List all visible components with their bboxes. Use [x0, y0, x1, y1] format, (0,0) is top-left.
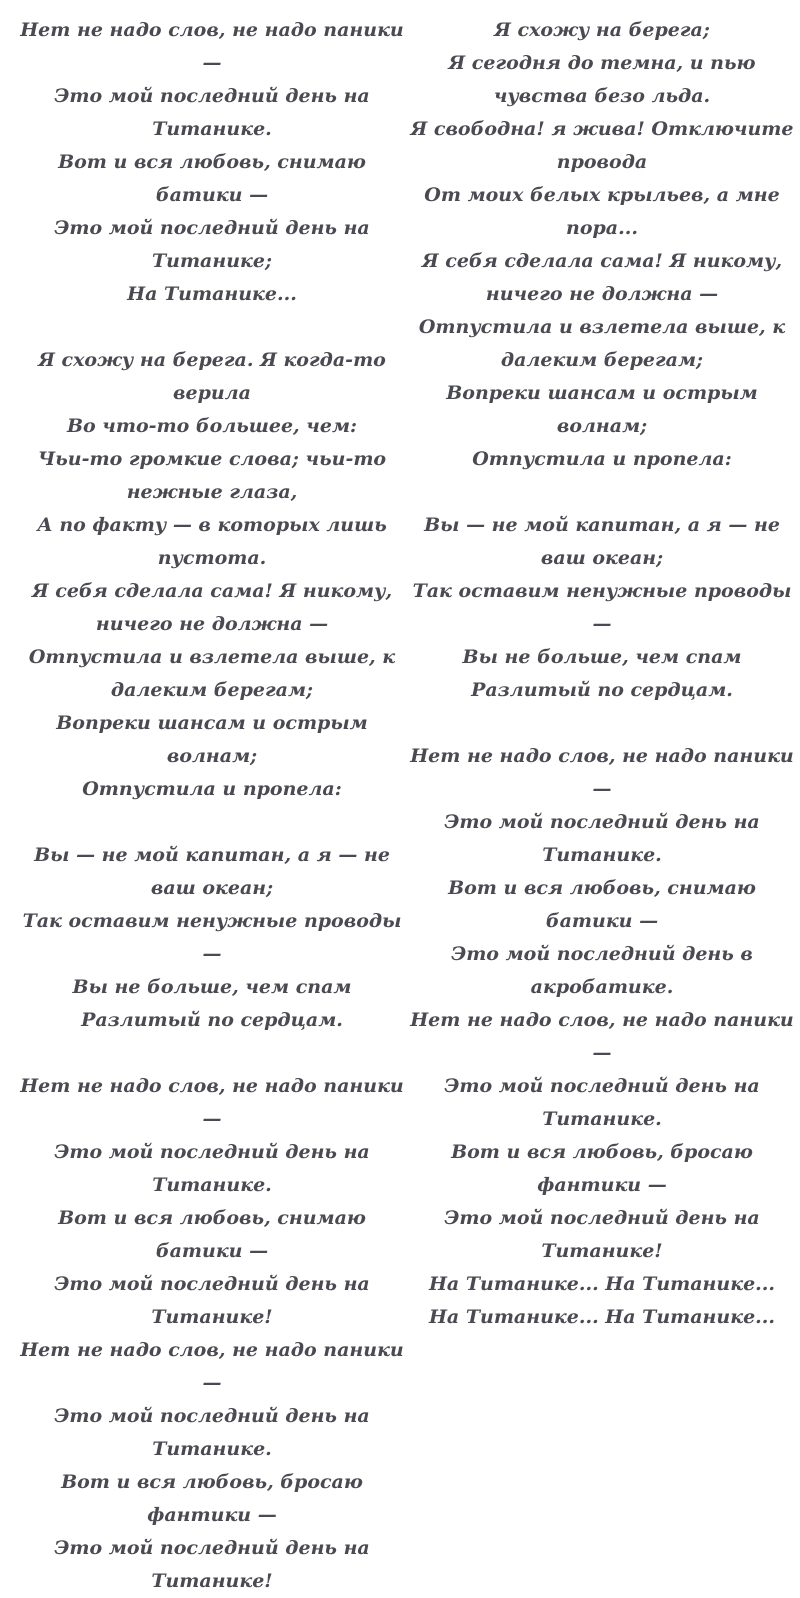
- lyric-line: Отпустила и взлетела выше, к далеким берегам;: [418, 316, 786, 371]
- lyric-line: Вот и вся любовь, бросаю фантики —: [61, 1471, 363, 1526]
- lyric-line: А по факту — в которых лишь пустота.: [37, 514, 387, 569]
- lyric-line: Я свободна! я жива! Отключите провода: [410, 118, 794, 173]
- lyric-line: Нет не надо слов, не надо паники —: [20, 1075, 404, 1130]
- lyric-line: Это мой последний день на Титанике.: [54, 1141, 370, 1196]
- lyric-line: От моих белых крыльев, а мне пора...: [424, 184, 780, 239]
- lyric-line: Во что-то большее, чем:: [66, 415, 358, 437]
- lyric-line: Это мой последний день на Титанике.: [444, 811, 760, 866]
- lyric-line: Вопреки шансам и острым волнам;: [56, 712, 368, 767]
- stanza-gap: [406, 476, 798, 509]
- lyric-line: Вы не больше, чем спам: [72, 976, 352, 998]
- lyric-line: Так оставим ненужные проводы —: [412, 580, 792, 635]
- lyric-line: Нет не надо слов, не надо паники —: [410, 1009, 794, 1064]
- lyric-line: Это мой последний день на Титанике!: [54, 1537, 370, 1592]
- lyric-line: Я сегодня до темна, и пью чувства безо льда.: [448, 52, 756, 107]
- lyric-line: Разлитый по сердцам.: [471, 679, 733, 701]
- lyric-line: Вопреки шансам и острым волнам;: [446, 382, 758, 437]
- lyric-line: На Титанике...: [127, 283, 297, 305]
- lyric-line: Так оставим ненужные проводы —: [22, 910, 402, 965]
- lyric-line: Это мой последний день на Титанике.: [54, 85, 370, 140]
- lyric-line: Вот и вся любовь, снимаю батики —: [448, 877, 756, 932]
- lyrics-column-left: [12, 14, 412, 1598]
- stanza-gap: [406, 707, 798, 740]
- lyric-line: Вы — не мой капитан, а я — не ваш океан;: [424, 514, 780, 569]
- lyric-line: Отпустила и взлетела выше, к далеким берегам;: [28, 646, 396, 701]
- lyric-line: Это мой последний день на Титанике!: [444, 1207, 760, 1262]
- lyric-line: Нет не надо слов, не надо паники —: [20, 1339, 404, 1394]
- lyric-line: Я себя сделала сама! Я никому, ничего не должна —: [421, 250, 783, 305]
- lyric-line: Разлитый по сердцам.: [81, 1009, 343, 1031]
- lyric-line: Вы — не мой капитан, а я — не ваш океан;: [34, 844, 390, 899]
- lyric-line: Это мой последний день на Титанике.: [444, 1075, 760, 1130]
- lyric-line: Это мой последний день на Титанике.: [54, 1405, 370, 1460]
- lyric-line: Вот и вся любовь, снимаю батики —: [58, 151, 366, 206]
- lyric-line: Вот и вся любовь, снимаю батики —: [58, 1207, 366, 1262]
- lyric-line: Это мой последний день на Титанике;: [54, 217, 370, 272]
- lyric-line: Я схожу на берега;: [494, 19, 710, 41]
- lyrics-column-right: [406, 14, 798, 1334]
- lyric-line: Вы не больше, чем спам: [462, 646, 742, 668]
- lyric-line: На Титанике... На Титанике...: [428, 1273, 776, 1295]
- stanza-gap: [12, 311, 412, 344]
- lyric-line: Это мой последний день на Титанике!: [54, 1273, 370, 1328]
- lyric-line: Я себя сделала сама! Я никому, ничего не должна —: [31, 580, 393, 635]
- stanza-gap: [12, 806, 412, 839]
- lyric-line: Отпустила и пропела:: [472, 448, 732, 470]
- lyric-line: Нет не надо слов, не надо паники —: [410, 745, 794, 800]
- lyric-line: Чьи-то громкие слова; чьи-то нежные глаза,: [37, 448, 387, 503]
- lyric-line: Я схожу на берега. Я когда-то верила: [38, 349, 386, 404]
- lyric-line: Это мой последний день в акробатике.: [451, 943, 753, 998]
- stanza-gap: [12, 1037, 412, 1070]
- lyric-line: На Титанике... На Титанике...: [428, 1306, 776, 1328]
- lyric-line: Нет не надо слов, не надо паники —: [20, 19, 404, 74]
- lyric-line: Отпустила и пропела:: [82, 778, 342, 800]
- lyric-line: Вот и вся любовь, бросаю фантики —: [451, 1141, 753, 1196]
